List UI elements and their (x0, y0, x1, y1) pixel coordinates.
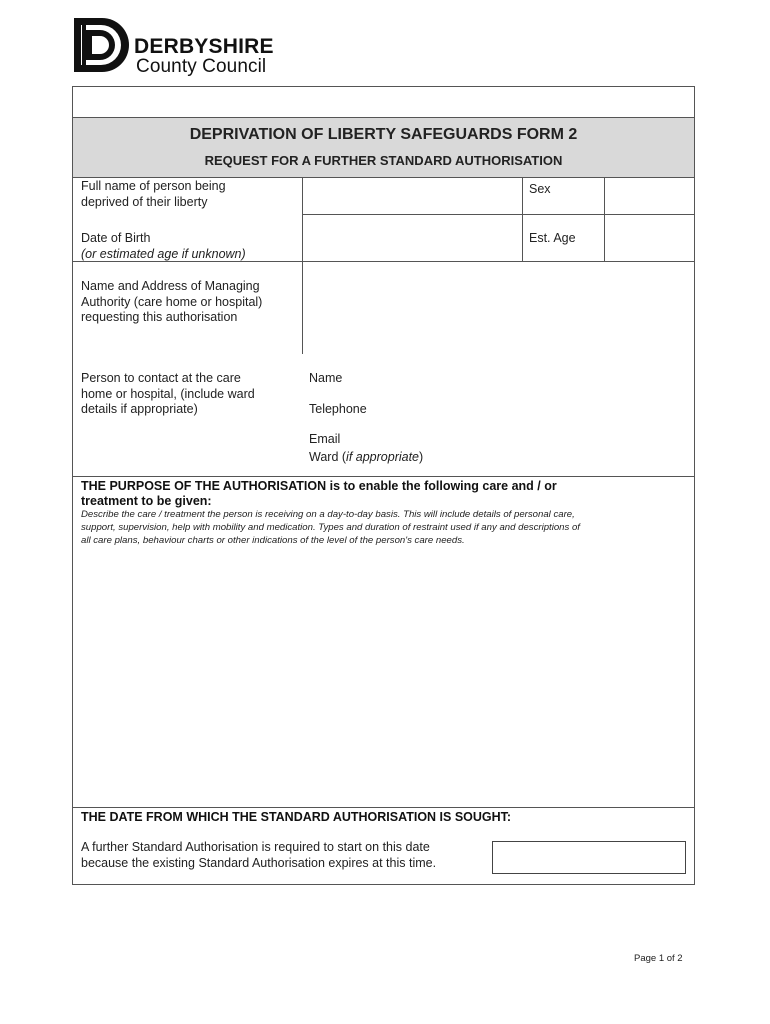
date-description (81, 840, 436, 871)
rule (73, 117, 694, 118)
managing-authority-line: requesting this authorisation (81, 310, 238, 324)
rule (73, 476, 694, 477)
purpose-desc-line: all care plans, behaviour charts or other indications of the level of the person's care needs. (81, 535, 465, 546)
full-name-field[interactable] (303, 178, 522, 214)
form-title: DEPRIVATION OF LIBERTY SAFEGUARDS FORM 2 (189, 126, 578, 143)
est-age-field[interactable] (605, 215, 694, 261)
managing-authority-field[interactable] (303, 262, 694, 354)
purpose-desc-line: Describe the care / treatment the person is receiving on a day-to-day basis. This will include details of personal care, (81, 509, 575, 520)
contact-label-line: home or hospital, (include ward (81, 386, 255, 401)
date-heading: THE DATE FROM WHICH THE STANDARD AUTHORISATION IS SOUGHT: (81, 810, 512, 824)
dob-field[interactable] (303, 215, 522, 261)
contact-name-label: Name (309, 371, 343, 385)
contact-name-field[interactable] (350, 366, 690, 388)
contact-label-line: Person to contact at the care (81, 371, 241, 385)
full-name-label-line: deprived of their liberty (81, 194, 208, 209)
dob-note: (or estimated age if unknown) (81, 246, 246, 261)
managing-authority-line: Name and Address of Managing (81, 279, 260, 293)
contact-ward-label (309, 450, 423, 466)
dob-label (81, 231, 246, 262)
sex-label: Sex (529, 182, 551, 196)
purpose-heading-line: THE PURPOSE OF THE AUTHORISATION is to enable the following care and / or (81, 479, 557, 493)
contact-label-line: details if appropriate) (81, 402, 198, 416)
logo-subtitle: County Council (136, 56, 267, 77)
est-age-label: Est. Age (529, 231, 576, 245)
start-date-field[interactable] (492, 841, 686, 874)
contact-email-field[interactable] (350, 427, 690, 447)
ward-label-note: if appropriate (346, 450, 420, 464)
rule (522, 178, 523, 262)
date-desc-line: because the existing Standard Authorisation expires at this time. (81, 855, 437, 870)
contact-telephone-field[interactable] (380, 397, 690, 419)
logo-title: DERBYSHIRE (134, 35, 274, 58)
purpose-heading-line: treatment to be given: (81, 494, 212, 508)
contact-telephone-label: Telephone (309, 402, 367, 416)
full-name-label-line: Full name of person being (81, 179, 226, 193)
page-number: Page 1 of 2 (634, 953, 683, 964)
full-name-label (81, 179, 226, 210)
form-subtitle: REQUEST FOR A FURTHER STANDARD AUTHORISATION (204, 153, 563, 168)
contact-email-label: Email (309, 432, 341, 446)
date-desc-line: A further Standard Authorisation is required to start on this date (81, 840, 430, 854)
sex-field[interactable] (605, 178, 694, 214)
purpose-text-area[interactable] (78, 552, 689, 802)
ward-label-close: ) (419, 450, 424, 464)
purpose-heading (81, 479, 557, 509)
derbyshire-logo-icon (72, 16, 132, 74)
ward-label-text: Ward ( (309, 450, 347, 464)
contact-ward-field[interactable] (450, 447, 690, 469)
contact-person-label (81, 371, 255, 418)
purpose-description (81, 508, 580, 547)
dob-label-line: Date of Birth (81, 231, 151, 245)
purpose-desc-line: support, supervision, help with mobility and medication. Types and duration of restraint used if any and descriptions of (81, 522, 580, 533)
rule (73, 807, 694, 808)
managing-authority-label (81, 279, 262, 326)
managing-authority-line: Authority (care home or hospital) (81, 294, 263, 309)
